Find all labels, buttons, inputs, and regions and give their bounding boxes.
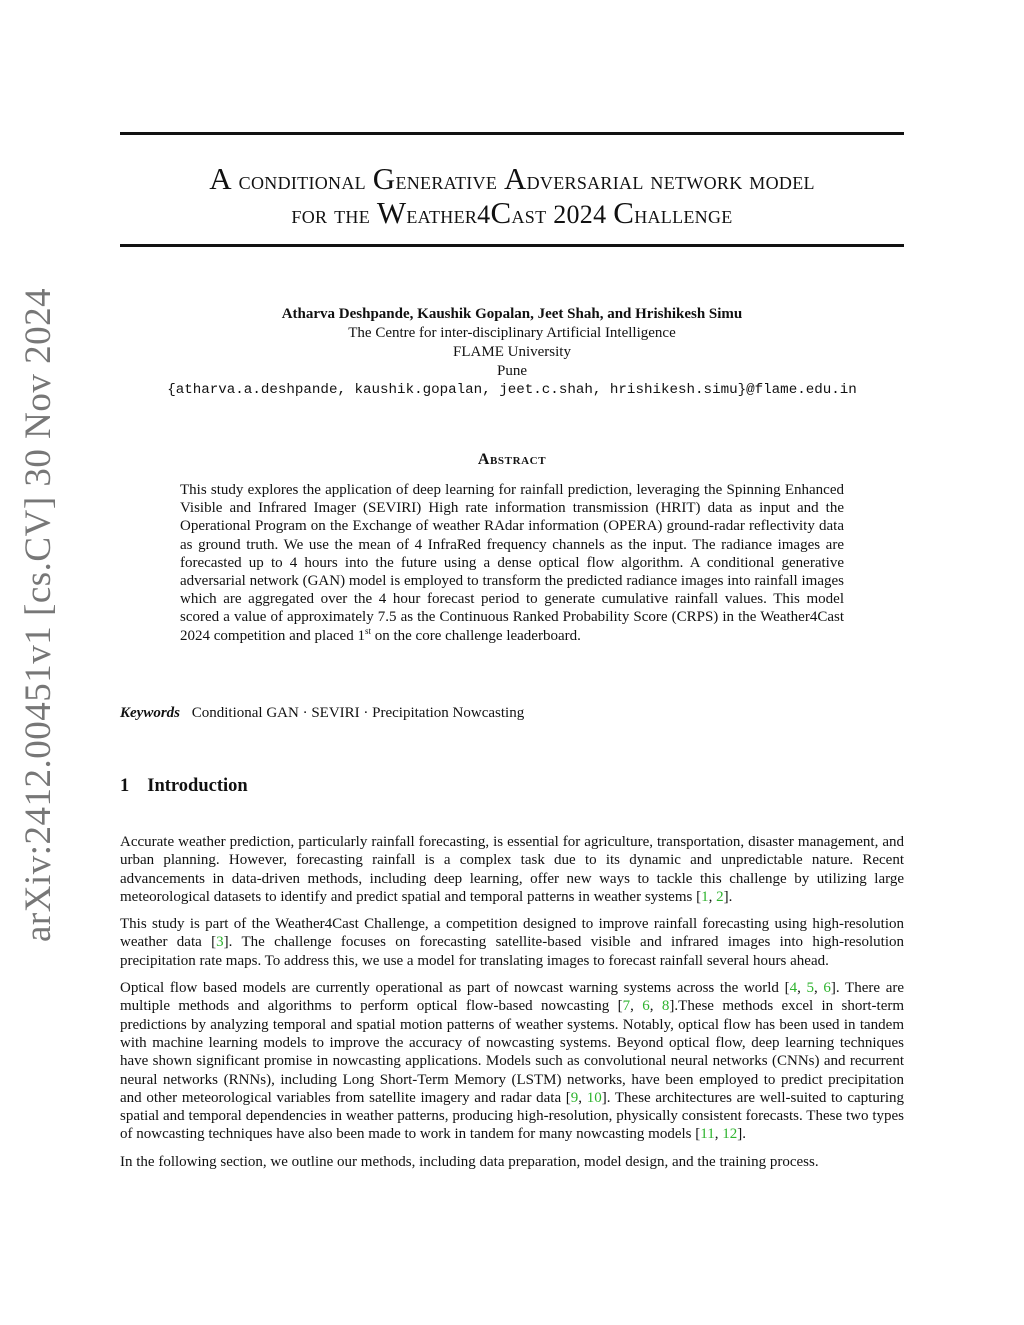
ordinal-superscript: st bbox=[364, 625, 371, 636]
affiliation-line: The Centre for inter-disciplinary Artificial Intelligence bbox=[348, 325, 676, 341]
paragraph-text: ]. The challenge focuses on forecasting satellite-based visible and infrared images into high-resolution precipitation rate maps. To address this, we use a model for translating images to forecast rainfall several hours ahead. bbox=[120, 934, 905, 969]
title-segment: G bbox=[372, 161, 396, 196]
paragraph-text: ]. bbox=[723, 888, 733, 905]
paper-title-line-1 bbox=[100, 162, 924, 198]
paragraph-text: , bbox=[714, 1126, 723, 1143]
title-segment: dversarial network model bbox=[526, 166, 815, 195]
paragraph-text: ]. There are multiple methods and algorithms to perform optical flow-based nowcasting [ bbox=[120, 980, 905, 1015]
citation-link[interactable]: 3 bbox=[216, 934, 224, 951]
title-segment: W bbox=[376, 195, 407, 230]
title-segment: C bbox=[613, 195, 635, 230]
title-segment: for the bbox=[291, 200, 377, 229]
intro-paragraph bbox=[120, 1153, 904, 1171]
introduction-body bbox=[120, 833, 904, 1180]
citation-link[interactable]: 12 bbox=[722, 1126, 738, 1143]
title-bottom-rule bbox=[120, 244, 904, 247]
citation-link[interactable]: 10 bbox=[586, 1089, 602, 1106]
citation-link[interactable]: 2 bbox=[716, 888, 724, 905]
keywords-text: Conditional GAN · SEVIRI · Precipitation Nowcasting bbox=[191, 705, 525, 721]
citation-link[interactable]: 4 bbox=[789, 980, 798, 997]
title-segment: hallenge bbox=[634, 200, 733, 229]
abstract-text-part: on the core challenge leaderboard. bbox=[370, 627, 581, 644]
keywords-label: Keywords bbox=[120, 705, 180, 721]
paragraph-text: , bbox=[708, 888, 717, 905]
citation-link[interactable]: 9 bbox=[570, 1089, 579, 1106]
abstract-text bbox=[180, 481, 844, 645]
abstract-text-part: This study explores the application of deep learning for rainfall prediction, leveraging the Spinning Enhanced Visible and Infrared Imager (SEVIRI) High rate information transmission (HRIT) data as input and the Operational Program on the Exchange of weather RAdar information (OPERA) ground-radar reflectivity data as ground truth. We use the mean of 4 InfraRed frequency channels as the input. The radiance images are forecasted up to 4 hours into the future using a dense optical flow algorithm. A conditional generative adversarial network (GAN) model is employed to transform the predicted radiance images into rainfall images which are aggregated over the 4 hour forecast period to generate cumulative rainfall values. This model scored a value of approximately 7.5 as the Continuous Ranked Probability Score (CRPS) in the Weather4Cast 2024 competition and placed 1 bbox=[180, 482, 844, 644]
title-segment: A bbox=[209, 161, 232, 196]
paragraph-text: , bbox=[814, 980, 824, 997]
abstract-heading: Abstract bbox=[477, 451, 547, 468]
title-segment: conditional bbox=[231, 166, 373, 195]
arxiv-identifier: arXiv:2412.00451v1 [cs.CV] 30 Nov 2024 bbox=[18, 287, 59, 942]
paragraph-text: Optical flow based models are currently operational as part of nowcast warning systems across the world [ bbox=[120, 980, 790, 997]
paragraph-text: , bbox=[578, 1089, 587, 1106]
paragraph-text: , bbox=[649, 998, 662, 1015]
paragraph-text: ]. bbox=[737, 1126, 746, 1143]
intro-paragraph bbox=[120, 979, 904, 1144]
paragraph-text: This study is part of the Weather4Cast Challenge, a competition designed to improve rainfall forecasting using high-resolution weather data [ bbox=[120, 916, 904, 951]
citation-link[interactable]: 7 bbox=[622, 998, 631, 1015]
citation-link[interactable]: 5 bbox=[806, 980, 814, 997]
citation-link[interactable]: 11 bbox=[700, 1126, 715, 1143]
affiliation-line: FLAME University bbox=[453, 344, 571, 360]
citation-link[interactable]: 1 bbox=[701, 888, 709, 905]
keywords-line bbox=[120, 705, 524, 722]
title-segment: A bbox=[503, 161, 527, 196]
title-segment: enerative bbox=[395, 166, 504, 195]
section-heading bbox=[120, 776, 248, 797]
paragraph-text: , bbox=[797, 980, 807, 997]
intro-paragraph bbox=[120, 915, 904, 970]
paragraph-text: In the following section, we outline our methods, including data preparation, model design, and the training process. bbox=[120, 1153, 819, 1170]
paragraph-text: ].These methods excel in short-term predictions by analyzing temporal and spatial motion patterns of weather systems. Notably, optical flow has been used in tandem with machine learning models to improve the accuracy of nowcasting systems. Beyond optical flow, deep learning techniques have shown significant promise in nowcasting applications. Models such as convolutional neural networks (CNNs) and recurrent neural networks (RNNs), including Long Short-Term Memory (LSTM) networks, have been employed to predict precipitation and other meteorological variables from satellite imagery and radar data [ bbox=[120, 998, 905, 1106]
author-block bbox=[100, 305, 924, 400]
title-top-rule bbox=[120, 132, 904, 135]
paper-title-line-2 bbox=[100, 196, 924, 232]
citation-link[interactable]: 6 bbox=[823, 980, 831, 997]
paragraph-text: , bbox=[630, 998, 643, 1015]
section-number: 1 bbox=[120, 776, 130, 796]
author-emails: {atharva.a.deshpande, kaushik.gopalan, jeet.c.shah, hrishikesh.simu}@flame.edu.in bbox=[167, 382, 857, 398]
affiliation-line: Pune bbox=[497, 363, 527, 379]
title-segment: ast 2024 bbox=[511, 200, 614, 229]
paragraph-text: ]. These architectures are well-suited to capturing spatial and temporal dependencies in weather patterns, producing high-resolution, physically consistent forecasts. These two types of nowcasting techniques have also been made to work in tandem for many nowcasting models [ bbox=[120, 1089, 905, 1143]
intro-paragraph bbox=[120, 833, 904, 906]
citation-link[interactable]: 8 bbox=[661, 998, 670, 1015]
title-segment: C bbox=[490, 195, 512, 230]
paragraph-text: Accurate weather prediction, particularly rainfall forecasting, is essential for agriculture, transportation, disaster management, and urban planning. However, forecasting rainfall is a complex task due to its dynamic and unpredictable nature. Recent advancements in data-driven methods, including deep learning, offer new ways to tackle this challenge by utilizing large meteorological datasets to identify and predict spatial and temporal patterns in weather systems [ bbox=[120, 834, 904, 905]
title-segment: eather4 bbox=[406, 200, 491, 229]
citation-link[interactable]: 6 bbox=[642, 998, 650, 1015]
section-title: Introduction bbox=[147, 776, 248, 796]
author-list: Atharva Deshpande, Kaushik Gopalan, Jeet Shah, and Hrishikesh Simu bbox=[281, 306, 743, 322]
